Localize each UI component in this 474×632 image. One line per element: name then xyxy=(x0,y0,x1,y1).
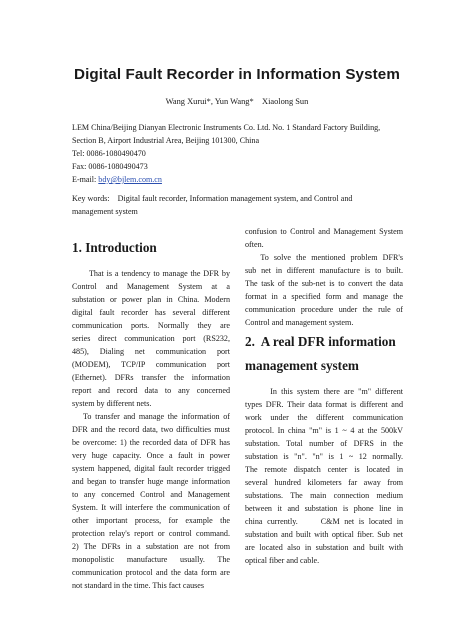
text-line: 485), Dialing net communication port xyxy=(72,347,230,356)
text-line: substation or power plan in China. Modern xyxy=(72,295,230,304)
text-line: very huge capacity. Once a fault in power xyxy=(72,451,230,460)
text-line: not standard in the time. This fact causes xyxy=(72,581,205,590)
affiliation-line: Section B, Airport Industrial Area, Beijing 101300, China xyxy=(72,136,260,145)
text-line: series direct communication port (RS232, xyxy=(72,334,230,343)
fax-line: Fax: 0086-1080490473 xyxy=(72,162,148,171)
keywords-line: Key words: Digital fault recorder, Information management system, and Control and xyxy=(72,194,353,203)
text-line: system by different nets. xyxy=(72,399,152,408)
text-line: 2) The DFRs in a substation are not from xyxy=(72,542,230,551)
affiliation-line: LEM China/Beijing Dianyan Electronic Instruments Co. Ltd. No. 1 Standard Factory Building, xyxy=(72,123,381,132)
phone-line: Tel: 0086-1080490470 xyxy=(72,149,146,158)
text-line: monopolistic manufacture usually. The xyxy=(72,555,230,564)
text-line: The remote dispatch center is located in xyxy=(245,465,403,474)
text-line: (Ethernet). DFRs transfer the information xyxy=(72,373,230,382)
text-line: digital fault recorder has several different xyxy=(72,308,230,317)
text-line: communication ports. Normally they are xyxy=(72,321,230,330)
text-line: substation. Total number of DFRS in the xyxy=(245,439,403,448)
text-line: In this system there are "m" different xyxy=(245,387,403,396)
keywords-block xyxy=(72,192,402,218)
text-line: The task of the sub-net is to convert the data xyxy=(245,279,403,288)
email-label: E-mail: xyxy=(72,175,99,184)
text-line: types DFR. Their data format is different and xyxy=(245,400,403,409)
left-column-text xyxy=(72,267,230,592)
author-line: Wang Xurui*, Yun Wang* Xiaolong Sun xyxy=(165,97,309,106)
email-line xyxy=(72,173,402,186)
text-line: To transfer and manage the information of xyxy=(72,412,230,421)
email-link[interactable]: bdy@bjlem.com.cn xyxy=(98,175,162,184)
right-column-continuation xyxy=(245,225,403,329)
text-line: several hundred kilometers far away from xyxy=(245,478,403,487)
section-heading-dfr-system: 2. A real DFR information xyxy=(245,334,396,349)
text-line: often. xyxy=(245,240,264,249)
text-line: protocol. In china "m" is 1 ~ 4 at the 500kV xyxy=(245,426,403,435)
text-line: Control and Management System at a xyxy=(72,282,230,291)
text-line: china currently. C&M net is located in xyxy=(245,517,403,526)
text-line: sub net in different manufacture is to built. xyxy=(245,266,403,275)
text-line: substations. The main connection medium xyxy=(245,491,403,500)
text-line: communication protocol and the data form are xyxy=(72,568,230,577)
affiliation-block xyxy=(72,121,402,186)
text-line: work under the different communication xyxy=(245,413,403,422)
text-line: substation is "n". "n" is 1 ~ 12 normally. xyxy=(245,452,403,461)
text-line: are located also in substation and built with xyxy=(245,543,403,552)
text-line: between it and substation is phone line in xyxy=(245,504,403,513)
section-heading-dfr-system-line2: management system xyxy=(245,358,359,373)
text-line: format in a specified form and manage the xyxy=(245,292,403,301)
text-line: report and record data to any concerned xyxy=(72,386,230,395)
text-line: Control and management system. xyxy=(245,318,354,327)
text-line: (MODEM), TCP/IP communication port xyxy=(72,360,230,369)
text-line: optical fiber and cable. xyxy=(245,556,320,565)
text-line: System. It will interfere the communication of xyxy=(72,503,230,512)
text-line: DFR and the record data, two difficulties must xyxy=(72,425,230,434)
text-line: be overcome: 1) the recorded data of DFR has xyxy=(72,438,230,447)
paper-title: Digital Fault Recorder in Information System xyxy=(74,66,400,83)
keywords-line: management system xyxy=(72,207,138,216)
text-line: communication procedure under the rule of xyxy=(245,305,403,314)
text-line: to any concerned Control and Management xyxy=(72,490,230,499)
text-line: substation and built with optical fiber. Sub net xyxy=(245,530,403,539)
right-column-section2-text xyxy=(245,385,403,567)
section-heading-introduction: 1. Introduction xyxy=(72,240,157,255)
text-line: protection relay's report or control command. xyxy=(72,529,230,538)
text-line: system happened, digital fault recorder trigged xyxy=(72,464,230,473)
text-line: and began to transfer huge mange information xyxy=(72,477,230,486)
text-line: That is a tendency to manage the DFR by xyxy=(72,269,230,278)
text-line: To solve the mentioned problem DFR's xyxy=(245,253,403,262)
text-line: confusion to Control and Management System xyxy=(245,227,403,236)
text-line: other important process, for example the xyxy=(72,516,230,525)
